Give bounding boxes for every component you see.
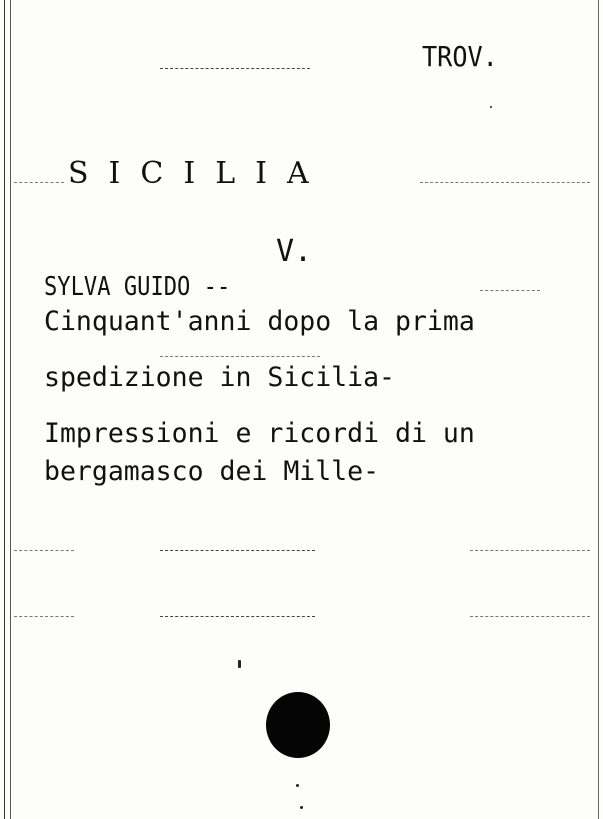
title-line-2: spedizione in Sicilia- — [44, 362, 395, 393]
location-mark: TROV. — [422, 40, 498, 73]
speck — [490, 106, 492, 108]
speck — [300, 806, 303, 809]
title-line-3: Impressioni e ricordi di un — [44, 418, 475, 449]
blank-rule-1 — [160, 550, 315, 551]
title-line-1: Cinquant'anni dopo la prima — [44, 306, 475, 337]
cross-reference-mark: V. — [276, 234, 313, 269]
card-left-inner-edge — [10, 0, 11, 819]
punch-hole — [266, 692, 330, 758]
card-right-edge — [598, 0, 599, 819]
speck — [296, 784, 299, 787]
blank-rule-2-left — [14, 616, 74, 617]
author-rule — [480, 290, 540, 291]
heading-rule-right — [420, 182, 590, 183]
speck — [238, 660, 241, 668]
title-line-4: bergamasco dei Mille- — [44, 456, 380, 487]
subject-heading: SICILIA — [68, 156, 329, 191]
blank-rule-1-left — [14, 550, 74, 551]
top-dashed-rule — [160, 68, 310, 69]
blank-rule-2 — [160, 616, 315, 617]
heading-rule-left — [14, 182, 64, 183]
card-left-edge — [4, 0, 5, 819]
blank-rule-2-right — [470, 616, 590, 617]
title-underline — [160, 356, 320, 357]
author-name: SYLVA GUIDO -- — [44, 272, 231, 302]
blank-rule-1-right — [470, 550, 590, 551]
